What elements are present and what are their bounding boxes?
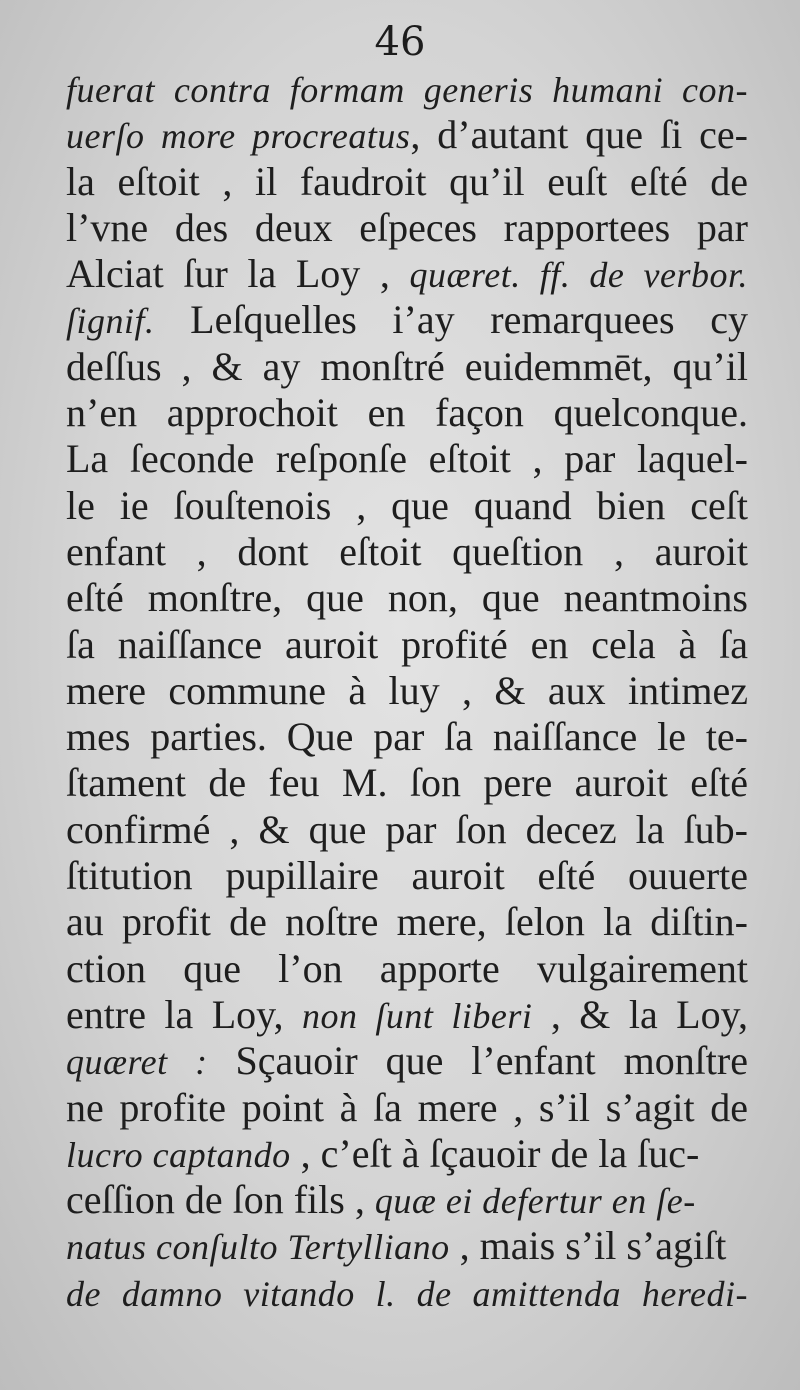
text-line — [66, 946, 748, 992]
text-segment: entre la Loy, — [66, 991, 302, 1037]
text-line — [66, 483, 748, 529]
text-line — [66, 1177, 748, 1223]
text-line — [66, 297, 748, 343]
text-segment: n’en approchoit en façon quelconque. — [66, 390, 748, 436]
text-line — [66, 668, 748, 714]
text-line — [66, 575, 748, 621]
body-text — [66, 66, 748, 1316]
text-line — [66, 899, 748, 945]
text-line — [66, 1223, 748, 1269]
italic-segment: lucro captando — [66, 1134, 291, 1175]
text-line — [66, 1085, 748, 1131]
text-segment: , d’autant que ſi ce- — [410, 112, 748, 158]
italic-segment: quæret : — [66, 1042, 208, 1083]
text-line — [66, 436, 748, 482]
text-line — [66, 112, 748, 158]
italic-segment: ſignif. — [66, 301, 155, 342]
text-segment: , mais s’il s’agiſt — [449, 1223, 727, 1269]
italic-segment: quæ ei defertur en ſe- — [374, 1181, 696, 1222]
text-segment: la eſtoit , il faudroit qu’il euſt eſté de — [66, 158, 748, 204]
text-line — [66, 760, 748, 806]
text-segment: deſſus , & ay monſtré euidemmēt, qu’il — [66, 343, 748, 389]
text-segment: le ie ſouſtenois , que quand bien ceſt — [66, 482, 748, 528]
text-segment: mes parties. Que par ſa naiſſance le te- — [66, 714, 748, 760]
italic-segment: non ſunt liberi — [301, 995, 533, 1036]
text-line — [66, 390, 748, 436]
text-line — [66, 1038, 748, 1084]
italic-segment: quæret. ff. de verbor. — [409, 255, 748, 296]
text-segment: enfant , dont eſtoit queſtion , auroit — [66, 528, 748, 574]
text-segment: ſtitution pupillaire auroit eſté ouuerte — [66, 853, 748, 899]
text-line — [66, 66, 748, 112]
text-segment: Alciat ſur la Loy , — [66, 251, 410, 297]
text-line — [66, 159, 748, 205]
text-segment: ſa naiſſance auroit profité en cela à ſa — [66, 621, 748, 667]
italic-segment: uerſo more procreatus — [66, 116, 411, 157]
text-line — [66, 622, 748, 668]
text-line — [66, 1131, 748, 1177]
text-segment: , & la Loy, — [532, 991, 748, 1037]
text-segment: l’vne des deux eſpeces rapportees par — [66, 204, 748, 250]
text-line — [66, 205, 748, 251]
text-line — [66, 344, 748, 390]
text-line — [66, 807, 748, 853]
text-line — [66, 1270, 748, 1316]
text-line — [66, 251, 748, 297]
text-line — [66, 853, 748, 899]
text-segment: au profit de noſtre mere, ſelon la diſtin- — [66, 899, 748, 945]
text-segment: ceſſion de ſon fils , — [66, 1177, 375, 1223]
text-segment: mere commune à luy , & aux intimez — [66, 667, 748, 713]
page-number: 46 — [374, 19, 426, 65]
text-segment: ſtament de feu M. ſon pere auroit eſté — [66, 760, 748, 806]
text-segment: La ſeconde reſponſe eſtoit , par laquel- — [66, 436, 748, 482]
text-line — [66, 714, 748, 760]
italic-segment: natus conſulto Tertylliano — [66, 1227, 450, 1268]
text-segment: Leſquelles i’ay remarquees cy — [154, 297, 748, 343]
italic-segment: fuerat contra formam generis humani con- — [66, 70, 748, 110]
text-segment: ne profite point à ſa mere , s’il s’agit de — [66, 1084, 748, 1130]
text-segment: ction que l’on apporte vulgairement — [66, 945, 748, 991]
text-segment: Sçauoir que l’enfant monſtre — [207, 1038, 748, 1084]
text-segment: , c’eſt à ſçauoir de la ſuc- — [290, 1130, 700, 1176]
text-line — [66, 529, 748, 575]
text-line — [66, 992, 748, 1038]
text-segment: eſté monſtre, que non, que neantmoins — [66, 575, 748, 621]
text-segment: confirmé , & que par ſon decez la ſub- — [66, 806, 748, 852]
italic-segment: de damno vitando l. de amittenda heredi- — [66, 1273, 748, 1314]
